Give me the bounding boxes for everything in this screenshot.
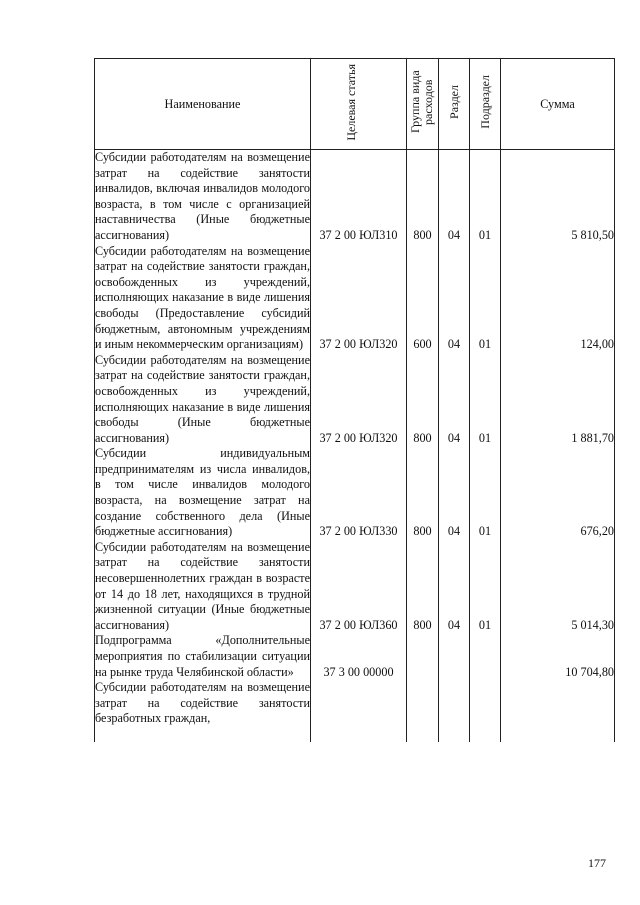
row-subsection	[470, 633, 501, 680]
row-section: 04	[439, 353, 470, 447]
row-subsection: 01	[470, 244, 501, 353]
row-name: Субсидии работодателям на возмещение затрат на содействие занятости граждан, освобожденных из учреждений, исполняющих наказание в виде лишения свободы (Иные бюджетные ассигнования)	[95, 352, 310, 445]
row-expense-group: 800	[407, 353, 439, 447]
row-amount	[501, 680, 615, 742]
header-section	[439, 59, 470, 150]
table-body	[95, 150, 615, 743]
row-section: 04	[439, 244, 470, 353]
row-expense-group: 600	[407, 244, 439, 353]
row-expense-group: 800	[407, 540, 439, 634]
row-name: Субсидии работодателям на возмещение затрат на содействие занятости инвалидов, включая инвалидов молодого возраста, в том числе с организацией наставничества (Иные бюджетные ассигнования)	[95, 150, 310, 242]
row-section: 04	[439, 446, 470, 540]
row-subsection: 01	[470, 353, 501, 447]
row-amount: 5 014,30	[501, 540, 615, 634]
page-number: 177	[588, 856, 606, 870]
row-expense-group	[407, 633, 439, 680]
header-subsection	[470, 59, 501, 150]
header-section-label: Раздел	[446, 85, 461, 119]
row-target-code: 37 2 00 ЮЛ360	[311, 540, 407, 634]
row-amount: 124,00	[501, 244, 615, 353]
row-amount: 10 704,80	[501, 633, 615, 680]
row-name: Субсидии работодателям на возмещение затрат на содействие занятости граждан, освобожденных из учреждений, исполняющих наказание в виде лишения свободы (Предоставление субсидий бюджетным, автономным учреждениям и иным некоммерческим организациям)	[95, 243, 310, 352]
row-amount: 1 881,70	[501, 353, 615, 447]
budget-table	[94, 58, 615, 742]
row-section: 04	[439, 540, 470, 634]
table-row	[95, 540, 615, 634]
row-target-code: 37 2 00 ЮЛ310	[311, 150, 407, 244]
table-row	[95, 633, 615, 680]
row-subsection: 01	[470, 150, 501, 244]
row-name: Субсидии работодателям на возмещение затрат на содействие занятости несовершеннолетних граждан в возрасте от 14 до 18 лет, находящихся в трудной жизненной ситуации (Иные бюджетные ассигнования)	[95, 539, 310, 632]
row-target-code: 37 3 00 00000	[311, 633, 407, 680]
row-subsection: 01	[470, 540, 501, 634]
table-row	[95, 446, 615, 540]
row-section	[439, 633, 470, 680]
header-amount: Сумма	[501, 59, 615, 150]
table-row	[95, 244, 615, 353]
row-expense-group: 800	[407, 446, 439, 540]
header-expense-group	[407, 59, 439, 150]
header-expense-group-label: Группа вида расходов	[407, 70, 435, 134]
header-target-label: Целевая статья	[343, 63, 358, 141]
row-subsection: 01	[470, 446, 501, 540]
header-name: Наименование	[95, 59, 311, 150]
row-amount: 5 810,50	[501, 150, 615, 244]
table-header	[95, 59, 615, 150]
row-expense-group	[407, 680, 439, 742]
table-row	[95, 680, 615, 742]
row-name: Подпрограмма «Дополнительные мероприятия по стабилизации ситуации на рынке труда Челябинской области»	[95, 633, 310, 679]
row-target-code: 37 2 00 ЮЛ330	[311, 446, 407, 540]
row-amount: 676,20	[501, 446, 615, 540]
row-target-code: 37 2 00 ЮЛ320	[311, 353, 407, 447]
row-target-code: 37 2 00 ЮЛ320	[311, 244, 407, 353]
header-target	[311, 59, 407, 150]
row-section	[439, 680, 470, 742]
row-expense-group: 800	[407, 150, 439, 244]
table-row	[95, 353, 615, 447]
row-name: Субсидии работодателям на возмещение затрат на содействие занятости безработных граждан,	[95, 680, 311, 742]
row-name: Субсидии индивидуальным предпринимателям из числа инвалидов, в том числе инвалидов молодого возраста, на возмещение затрат на создание собственного дела (Иные бюджетные ассигнования)	[95, 446, 310, 539]
row-subsection	[470, 680, 501, 742]
table-row	[95, 150, 615, 244]
header-subsection-label: Подраздел	[477, 75, 492, 129]
row-section: 04	[439, 150, 470, 244]
row-target-code	[311, 680, 407, 742]
